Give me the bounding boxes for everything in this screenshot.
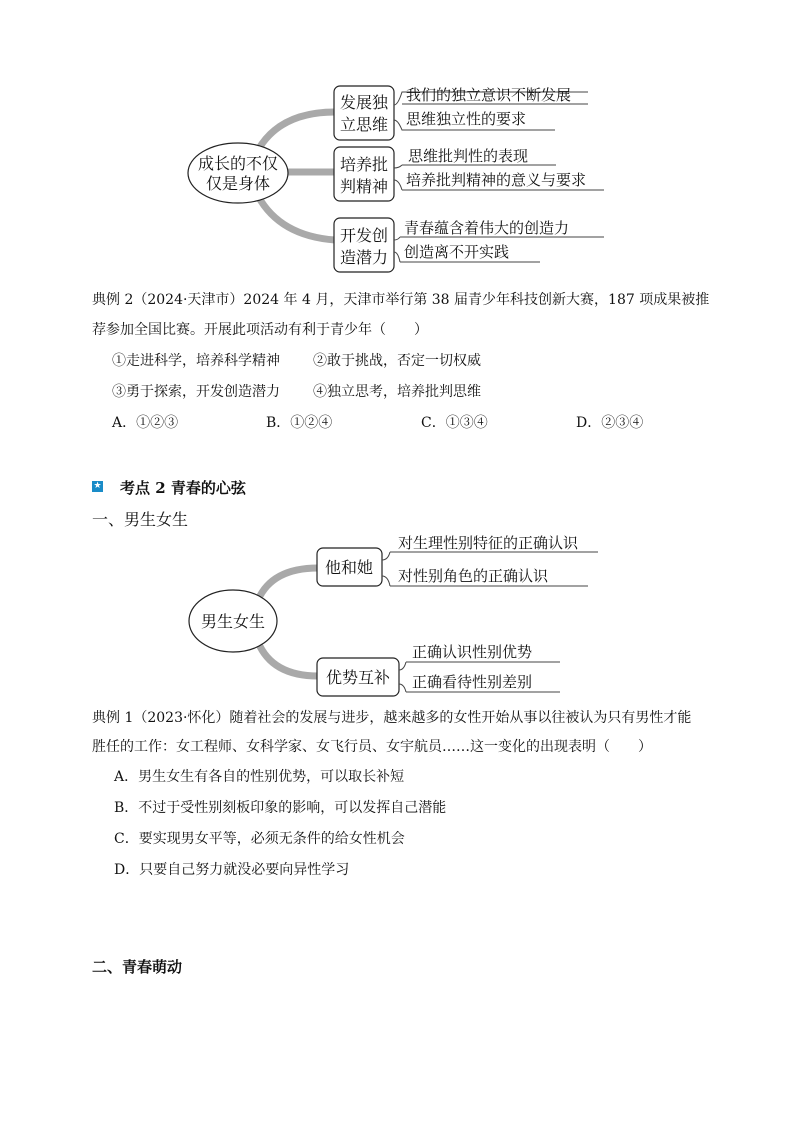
mm1-leaf-3-2: 创造离不开实践 <box>404 243 510 261</box>
mindmap-growth <box>188 86 604 272</box>
mm1-leaf-hook-5 <box>394 237 400 240</box>
example2-choice-c[interactable]: C．①③④ <box>421 415 488 431</box>
mm2-center-label: 男生女生 <box>200 612 266 631</box>
example2-choice-d[interactable]: D．②③④ <box>576 415 644 431</box>
example1-option-c[interactable]: C．要实现男女平等，必须无条件的给女性机会 <box>114 831 405 847</box>
mm2-leaf-hook-4 <box>399 684 406 692</box>
mm2-connector-2 <box>258 642 318 676</box>
example2-question-line-1: 典例 2（2024·天津市）2024 年 4 月，天津市举行第 38 届青少年科技创新大赛，187 项成果被推 <box>92 292 710 308</box>
mm1-leaf-1-2: 思维独立性的要求 <box>406 110 527 128</box>
mm1-connector-1 <box>258 112 335 150</box>
mm1-leaf-2-2: 培养批判精神的意义与要求 <box>406 171 587 189</box>
mm2-leaf-2-2: 正确看待性别差别 <box>412 673 533 691</box>
mm2-branch-1-label: 他和她 <box>324 558 374 577</box>
example2-item-3: ③勇于探索，开发创造潜力 <box>112 384 280 400</box>
example1-question-line-2: 胜任的工作：女工程师、女科学家、女飞行员、女宇航员……这一变化的出现表明（ ） <box>92 739 652 755</box>
mm1-connector-3 <box>258 196 335 240</box>
mm1-leaf-hook-3 <box>394 165 402 168</box>
mm1-center-line-2: 仅是身体 <box>205 174 271 193</box>
mm1-branch-3-line-1: 开发创 <box>339 226 389 245</box>
subsection-title-1: 一、男生女生 <box>92 510 189 529</box>
example2-item-2: ②敢于挑战，否定一切权威 <box>313 353 481 369</box>
example1-option-a[interactable]: A．男生女生有各自的性别优势，可以取长补短 <box>114 769 405 785</box>
example2-choice-b[interactable]: B．①②④ <box>266 415 333 431</box>
example2-choice-a[interactable]: A．①②③ <box>112 415 179 431</box>
section-title: 考点 2 青春的心弦 <box>120 479 246 497</box>
mm2-leaf-hook-1 <box>382 552 390 560</box>
mm1-branch-3-line-2: 造潜力 <box>339 248 389 267</box>
mm2-branch-2-label: 优势互补 <box>325 668 391 687</box>
mm1-leaf-1-1: 我们的独立意识不断发展 <box>406 86 572 104</box>
mm2-leaf-1-1: 对生理性别特征的正确认识 <box>398 534 579 552</box>
example1-option-d[interactable]: D．只要自己努力就没必要向异性学习 <box>114 862 350 878</box>
subsection-title-2: 二、青春萌动 <box>92 958 183 976</box>
example2-item-4: ④独立思考，培养批判思维 <box>313 384 481 400</box>
mm1-branch-2-line-1: 培养批 <box>339 155 389 174</box>
star-icon: ★ <box>93 481 102 491</box>
mm1-center-ellipse <box>188 143 288 203</box>
mindmap-boys-girls <box>189 534 598 696</box>
mm2-leaf-hook-2 <box>382 576 390 586</box>
mm2-leaf-hook-3 <box>399 662 406 670</box>
mm1-leaf-2-1: 思维批判性的表现 <box>408 147 529 165</box>
mm1-branch-2-line-2: 判精神 <box>339 177 389 196</box>
mm1-branch-1-line-1: 发展独 <box>339 93 389 112</box>
mm1-leaf-hook-6 <box>394 252 400 262</box>
example1-option-b[interactable]: B．不过于受性别刻板印象的影响，可以发挥自己潜能 <box>114 800 447 816</box>
example1-question-line-1: 典例 1（2023·怀化）随着社会的发展与进步，越来越多的女性开始从事以往被认为只有男性才能 <box>92 710 692 726</box>
example2-question-line-2: 荐参加全国比赛。开展此项活动有利于青少年（ ） <box>92 322 428 338</box>
mm1-branch-1-line-2: 立思维 <box>339 115 389 134</box>
mm2-connector-1 <box>258 568 318 600</box>
example2-item-1: ①走进科学，培养科学精神 <box>112 353 280 369</box>
mm1-leaf-hook-4 <box>394 180 402 190</box>
mm2-leaf-1-2: 对性别角色的正确认识 <box>398 567 549 585</box>
mm1-leaf-3-1: 青春蕴含着伟大的创造力 <box>404 219 570 237</box>
mm1-center-line-1: 成长的不仅 <box>197 154 279 173</box>
mm2-leaf-2-1: 正确认识性别优势 <box>412 643 533 661</box>
